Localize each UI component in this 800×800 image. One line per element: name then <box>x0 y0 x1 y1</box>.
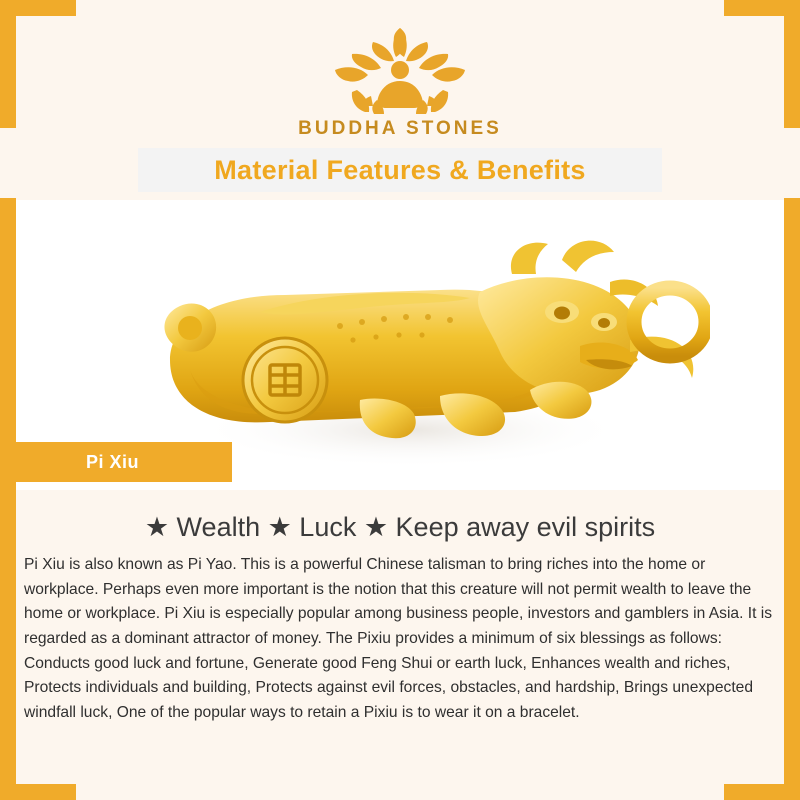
corner-frame-top-left <box>0 0 76 128</box>
content-section <box>0 490 800 800</box>
corner-frame-bottom-left <box>0 484 76 800</box>
corner-frame-bottom-right <box>724 484 800 800</box>
corner-frame-mid-right <box>744 198 800 498</box>
lotus-meditation-icon <box>315 18 485 114</box>
section-title-bar <box>138 148 662 192</box>
product-label-text: Pi Xiu <box>86 451 140 472</box>
description-paragraph: Pi Xiu is also known as Pi Yao. This is a powerful Chinese talisman to bring riches into the home or workplace. Perhaps even more important is the notion that this creature will not permit wealth to leave the home or workplace. Pi Xiu is especially popular among business people, investors and gamblers in Asia. It is regarded as a dominant attractor of money. The Pixiu provides a minimum of six blessings as follows: Conducts good luck and fortune, Generate good Feng Shui or earth luck, Enhances wealth and riches, Protects individuals and building, Protects against evil forces, obstacles, and hardship, Brings unexpected windfall luck, One of the popular ways to retain a Pixiu is to wear it on a bracelet. <box>24 556 773 721</box>
corner-frame-top-right <box>724 0 800 128</box>
benefits-headline: ★ Wealth ★ Luck ★ Keep away evil spirits <box>144 512 656 542</box>
brand-logo <box>0 18 800 140</box>
product-label-badge <box>16 442 232 482</box>
header <box>0 0 800 200</box>
brand-name: BUDDHA STONES <box>298 118 502 139</box>
page-title: Material Features & Benefits <box>214 154 586 185</box>
